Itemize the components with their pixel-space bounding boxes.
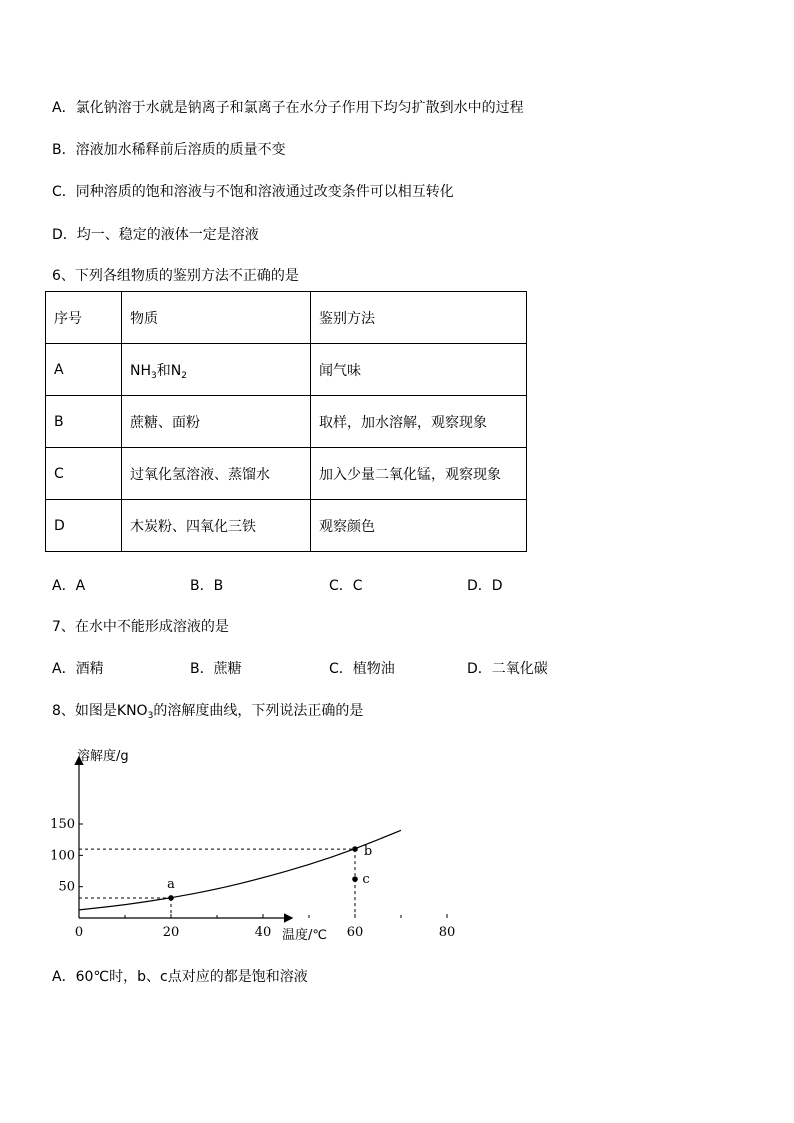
table-cell-substance: [122, 344, 311, 396]
x-tick-label: 0: [74, 925, 84, 940]
q7-stem: 7、在水中不能形成溶液的是: [52, 619, 229, 635]
table-cell-substance: 蔗糖、面粉: [122, 396, 311, 448]
q6-table: [45, 291, 527, 552]
point-a: [168, 895, 174, 901]
table-header-cell: 序号: [46, 292, 122, 344]
table-cell-method: 观察颜色: [311, 500, 527, 552]
table-row: [46, 344, 527, 396]
q8-option-a: A．60℃时，b、c点对应的都是饱和溶液: [52, 969, 308, 985]
q6-option-a: A．A: [52, 578, 86, 594]
x-tick-label: 80: [438, 925, 456, 940]
point-label-a: a: [167, 876, 175, 892]
y-axis-label: 溶解度/g: [77, 749, 129, 764]
q6-stem: 6、下列各组物质的鉴别方法不正确的是: [52, 268, 299, 284]
q6-option-b: B．B: [190, 578, 224, 594]
x-tick-label: 60: [346, 925, 364, 940]
y-tick-label: 150: [50, 817, 75, 832]
formula-sub-2: 2: [181, 370, 187, 381]
q8-stem: [52, 702, 363, 720]
q6-option-c: C．C: [329, 578, 363, 594]
formula-and-n: 和N: [156, 362, 182, 379]
point-label-c: c: [362, 872, 370, 888]
table-cell-id: D: [46, 500, 122, 552]
q5-option-c: C．同种溶质的饱和溶液与不饱和溶液通过改变条件可以相互转化: [52, 184, 454, 200]
table-header-cell: 鉴别方法: [311, 292, 527, 344]
q7-option-d: D．二氧化碳: [467, 661, 548, 677]
table-cell-id: C: [46, 448, 122, 500]
q5-option-b: B．溶液加水稀释前后溶质的质量不变: [52, 142, 286, 158]
q6-option-d: D．D: [467, 578, 503, 594]
point-c: [352, 876, 358, 882]
table-cell-method: 取样，加水溶解，观察现象: [311, 396, 527, 448]
x-tick-label: 20: [162, 925, 180, 940]
q5-option-d: D．均一、稳定的液体一定是溶液: [52, 227, 259, 243]
x-axis-label: 温度/℃: [282, 928, 327, 943]
table-header-row: [46, 292, 527, 344]
x-tick-label: 40: [254, 925, 272, 940]
table-cell-substance: 过氧化氢溶液、蒸馏水: [122, 448, 311, 500]
table-cell-substance: 木炭粉、四氧化三铁: [122, 500, 311, 552]
q7-option-c: C．植物油: [329, 661, 395, 677]
table-row: [46, 448, 527, 500]
q7-option-a: A．酒精: [52, 661, 104, 677]
table-header-cell: 物质: [122, 292, 311, 344]
y-tick-label: 50: [58, 879, 75, 895]
q7-option-b: B．蔗糖: [190, 661, 242, 677]
table-cell-id: A: [46, 344, 122, 396]
q8-stem-post: 的溶解度曲线，下列说法正确的是: [153, 703, 364, 719]
formula-nh: NH: [130, 362, 151, 379]
q8-stem-pre: 8、如图是KNO: [52, 703, 148, 719]
formula-sub-3: 3: [151, 370, 157, 381]
y-tick-label: 100: [50, 848, 75, 864]
point-b: [352, 846, 358, 852]
table-cell-method: 闻气味: [311, 344, 527, 396]
table-row: [46, 396, 527, 448]
point-label-b: b: [363, 844, 373, 860]
q8-stem-sub: 3: [147, 711, 154, 721]
table-cell-method: 加入少量二氧化锰，观察现象: [311, 448, 527, 500]
q5-option-a: A．氯化钠溶于水就是钠离子和氯离子在水分子作用下均匀扩散到水中的过程: [52, 100, 524, 116]
solubility-chart: [40, 740, 456, 950]
table-cell-id: B: [46, 396, 122, 448]
table-row: [46, 500, 527, 552]
